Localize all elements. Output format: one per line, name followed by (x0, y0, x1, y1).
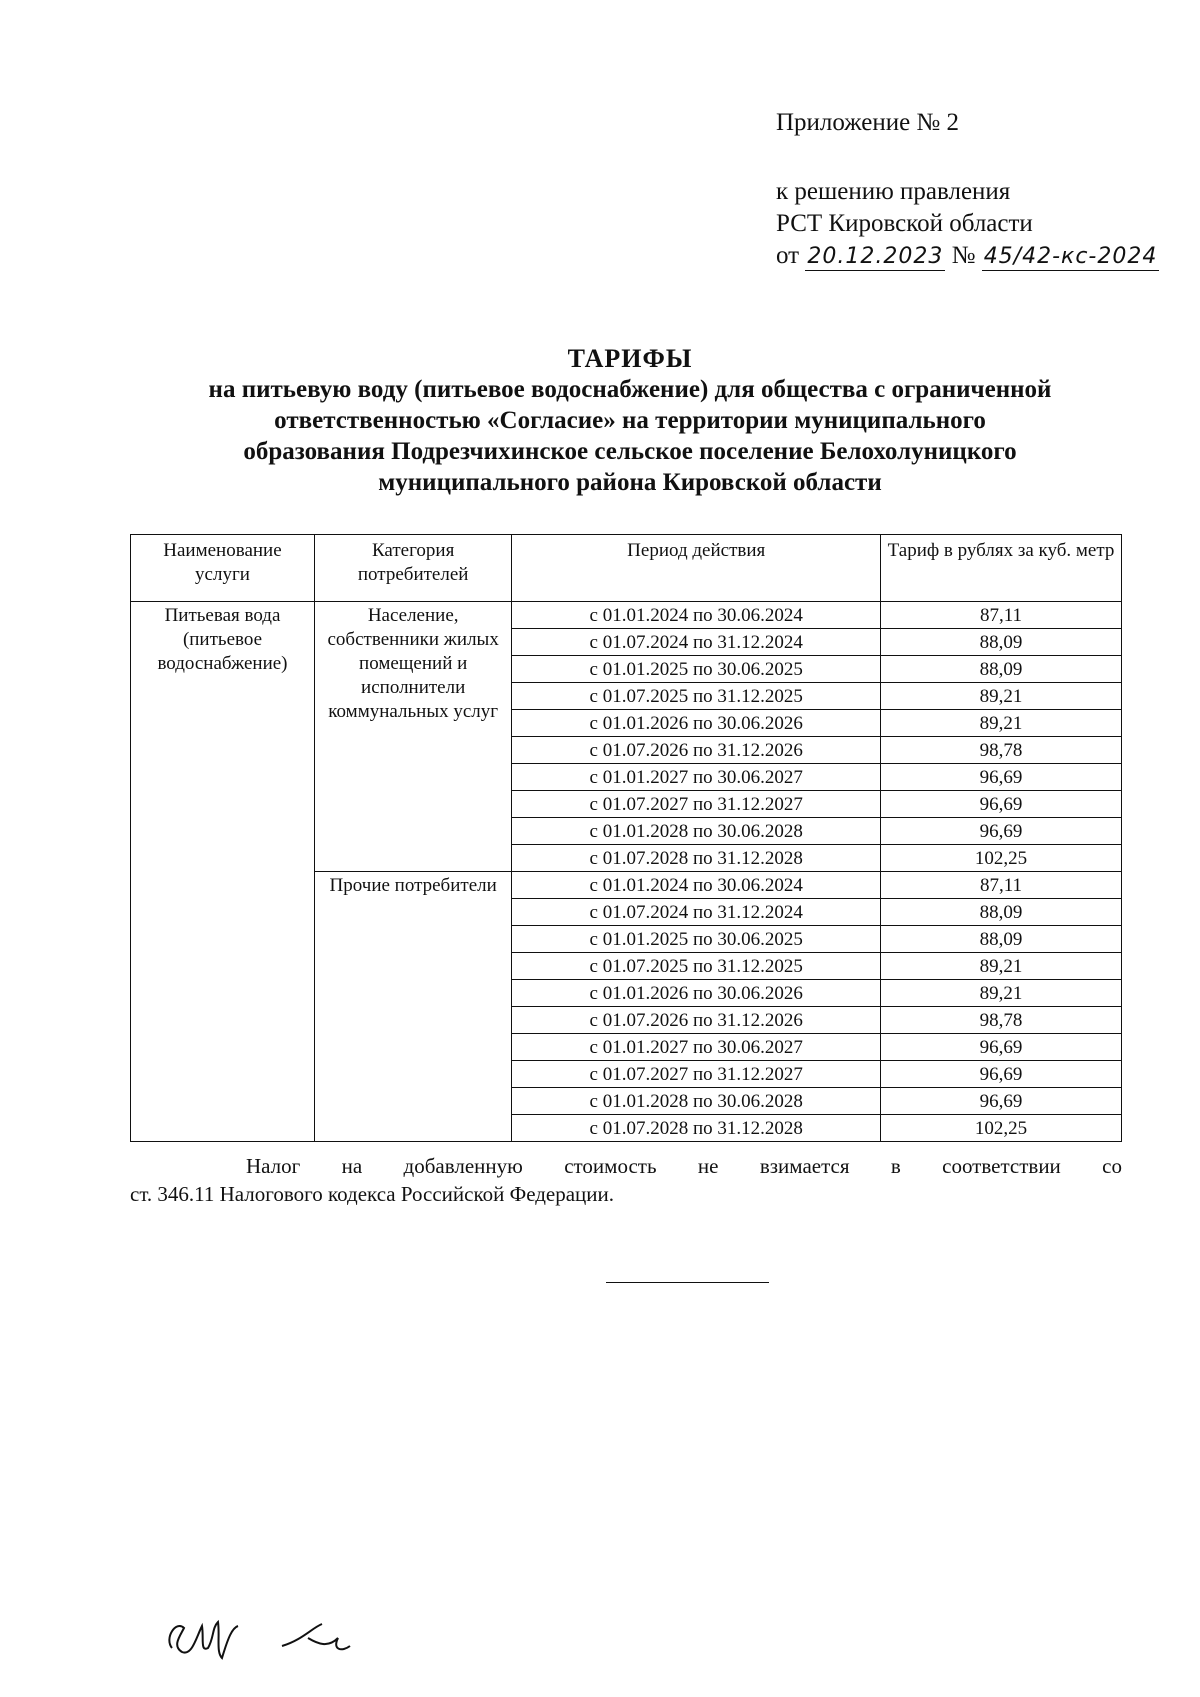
tariff-cell: 88,09 (881, 926, 1122, 953)
signature-initials (162, 1608, 382, 1668)
decision-number: 45/42-кс-2024 (983, 244, 1158, 269)
service-cell: Питьевая вода (питьевое водоснабжение) (131, 602, 315, 1142)
period-cell: с 01.07.2026 по 31.12.2026 (512, 737, 881, 764)
tariff-cell: 98,78 (881, 737, 1122, 764)
period-cell: с 01.01.2027 по 30.06.2027 (512, 764, 881, 791)
period-cell: с 01.01.2025 по 30.06.2025 (512, 926, 881, 953)
title-line-3: образования Подрезчихинское сельское поселение Белохолуницкого (243, 438, 1017, 465)
tariff-cell: 102,25 (881, 1115, 1122, 1142)
period-cell: с 01.07.2024 по 31.12.2024 (512, 899, 881, 926)
period-cell: с 01.01.2028 по 30.06.2028 (512, 1088, 881, 1115)
tariff-cell: 88,09 (881, 656, 1122, 683)
note-word: на (341, 1154, 363, 1178)
note-word: добавленную (403, 1154, 523, 1178)
note-word: взимается (759, 1154, 850, 1178)
note-word: со (1102, 1154, 1122, 1178)
decision-date-number (776, 240, 1159, 272)
tariff-cell: 96,69 (881, 1034, 1122, 1061)
decision-date: 20.12.2023 (807, 244, 944, 269)
period-cell: с 01.01.2028 по 30.06.2028 (512, 818, 881, 845)
tariff-cell: 98,78 (881, 1007, 1122, 1034)
table-header-row (131, 535, 1122, 602)
header-period: Период действия (512, 535, 881, 602)
tariff-cell: 89,21 (881, 980, 1122, 1007)
period-cell: с 01.07.2025 по 31.12.2025 (512, 683, 881, 710)
period-cell: с 01.01.2027 по 30.06.2027 (512, 1034, 881, 1061)
number-prefix: № (951, 242, 976, 269)
tariff-cell: 87,11 (881, 602, 1122, 629)
tariff-cell: 88,09 (881, 899, 1122, 926)
date-prefix: от (776, 242, 800, 269)
period-cell: с 01.01.2024 по 30.06.2024 (512, 872, 881, 899)
table-body (131, 602, 1122, 1142)
tariff-cell: 96,69 (881, 818, 1122, 845)
period-cell: с 01.07.2024 по 31.12.2024 (512, 629, 881, 656)
appendix-label: Приложение № 2 (776, 109, 960, 136)
vat-note-line-1 (130, 1152, 1122, 1180)
period-cell: с 01.07.2027 по 31.12.2027 (512, 1061, 881, 1088)
header-tariff: Тариф в рублях за куб. метр (881, 535, 1122, 602)
period-cell: с 01.01.2024 по 30.06.2024 (512, 602, 881, 629)
separator-line (606, 1282, 769, 1283)
decision-line-2: РСТ Кировской области (776, 210, 1033, 237)
title-line-2: ответственностью «Согласие» на территории муниципального (274, 407, 986, 434)
table-row (131, 602, 1122, 629)
period-cell: с 01.01.2026 по 30.06.2026 (512, 980, 881, 1007)
period-cell: с 01.07.2027 по 31.12.2027 (512, 791, 881, 818)
decision-line-1: к решению правления (776, 178, 1011, 205)
tariff-cell: 102,25 (881, 845, 1122, 872)
period-cell: с 01.01.2026 по 30.06.2026 (512, 710, 881, 737)
tariff-cell: 96,69 (881, 764, 1122, 791)
period-cell: с 01.07.2025 по 31.12.2025 (512, 953, 881, 980)
category-cell: Население, собственники жилых помещений и исполнители коммунальных услуг (314, 602, 511, 872)
title-main: ТАРИФЫ (567, 344, 693, 373)
document-title (160, 343, 1100, 498)
tariff-cell: 96,69 (881, 1061, 1122, 1088)
period-cell: с 01.07.2028 по 31.12.2028 (512, 1115, 881, 1142)
period-cell: с 01.07.2028 по 31.12.2028 (512, 845, 881, 872)
period-cell: с 01.07.2026 по 31.12.2026 (512, 1007, 881, 1034)
tariff-cell: 96,69 (881, 791, 1122, 818)
header-service: Наименование услуги (131, 535, 315, 602)
note-word: не (697, 1154, 719, 1178)
header-category: Категория потребителей (314, 535, 511, 602)
tariff-cell: 88,09 (881, 629, 1122, 656)
note-word: в (890, 1154, 901, 1178)
tariff-cell: 96,69 (881, 1088, 1122, 1115)
note-word: стоимость (564, 1154, 657, 1178)
note-word: Налог (246, 1154, 301, 1178)
title-line-1: на питьевую воду (питьевое водоснабжение) для общества с ограниченной (208, 376, 1052, 403)
note-word: соответствии (942, 1154, 1061, 1178)
vat-note-line-2: ст. 346.11 Налогового кодекса Российской Федерации. (130, 1182, 615, 1206)
vat-note (130, 1152, 1122, 1208)
category-cell: Прочие потребители (314, 872, 511, 1142)
period-cell: с 01.01.2025 по 30.06.2025 (512, 656, 881, 683)
tariffs-table (130, 534, 1122, 1142)
decision-reference (776, 176, 1159, 272)
tariff-cell: 89,21 (881, 683, 1122, 710)
tariff-cell: 89,21 (881, 953, 1122, 980)
tariff-cell: 87,11 (881, 872, 1122, 899)
tariff-cell: 89,21 (881, 710, 1122, 737)
title-line-4: муниципального района Кировской области (378, 469, 882, 496)
